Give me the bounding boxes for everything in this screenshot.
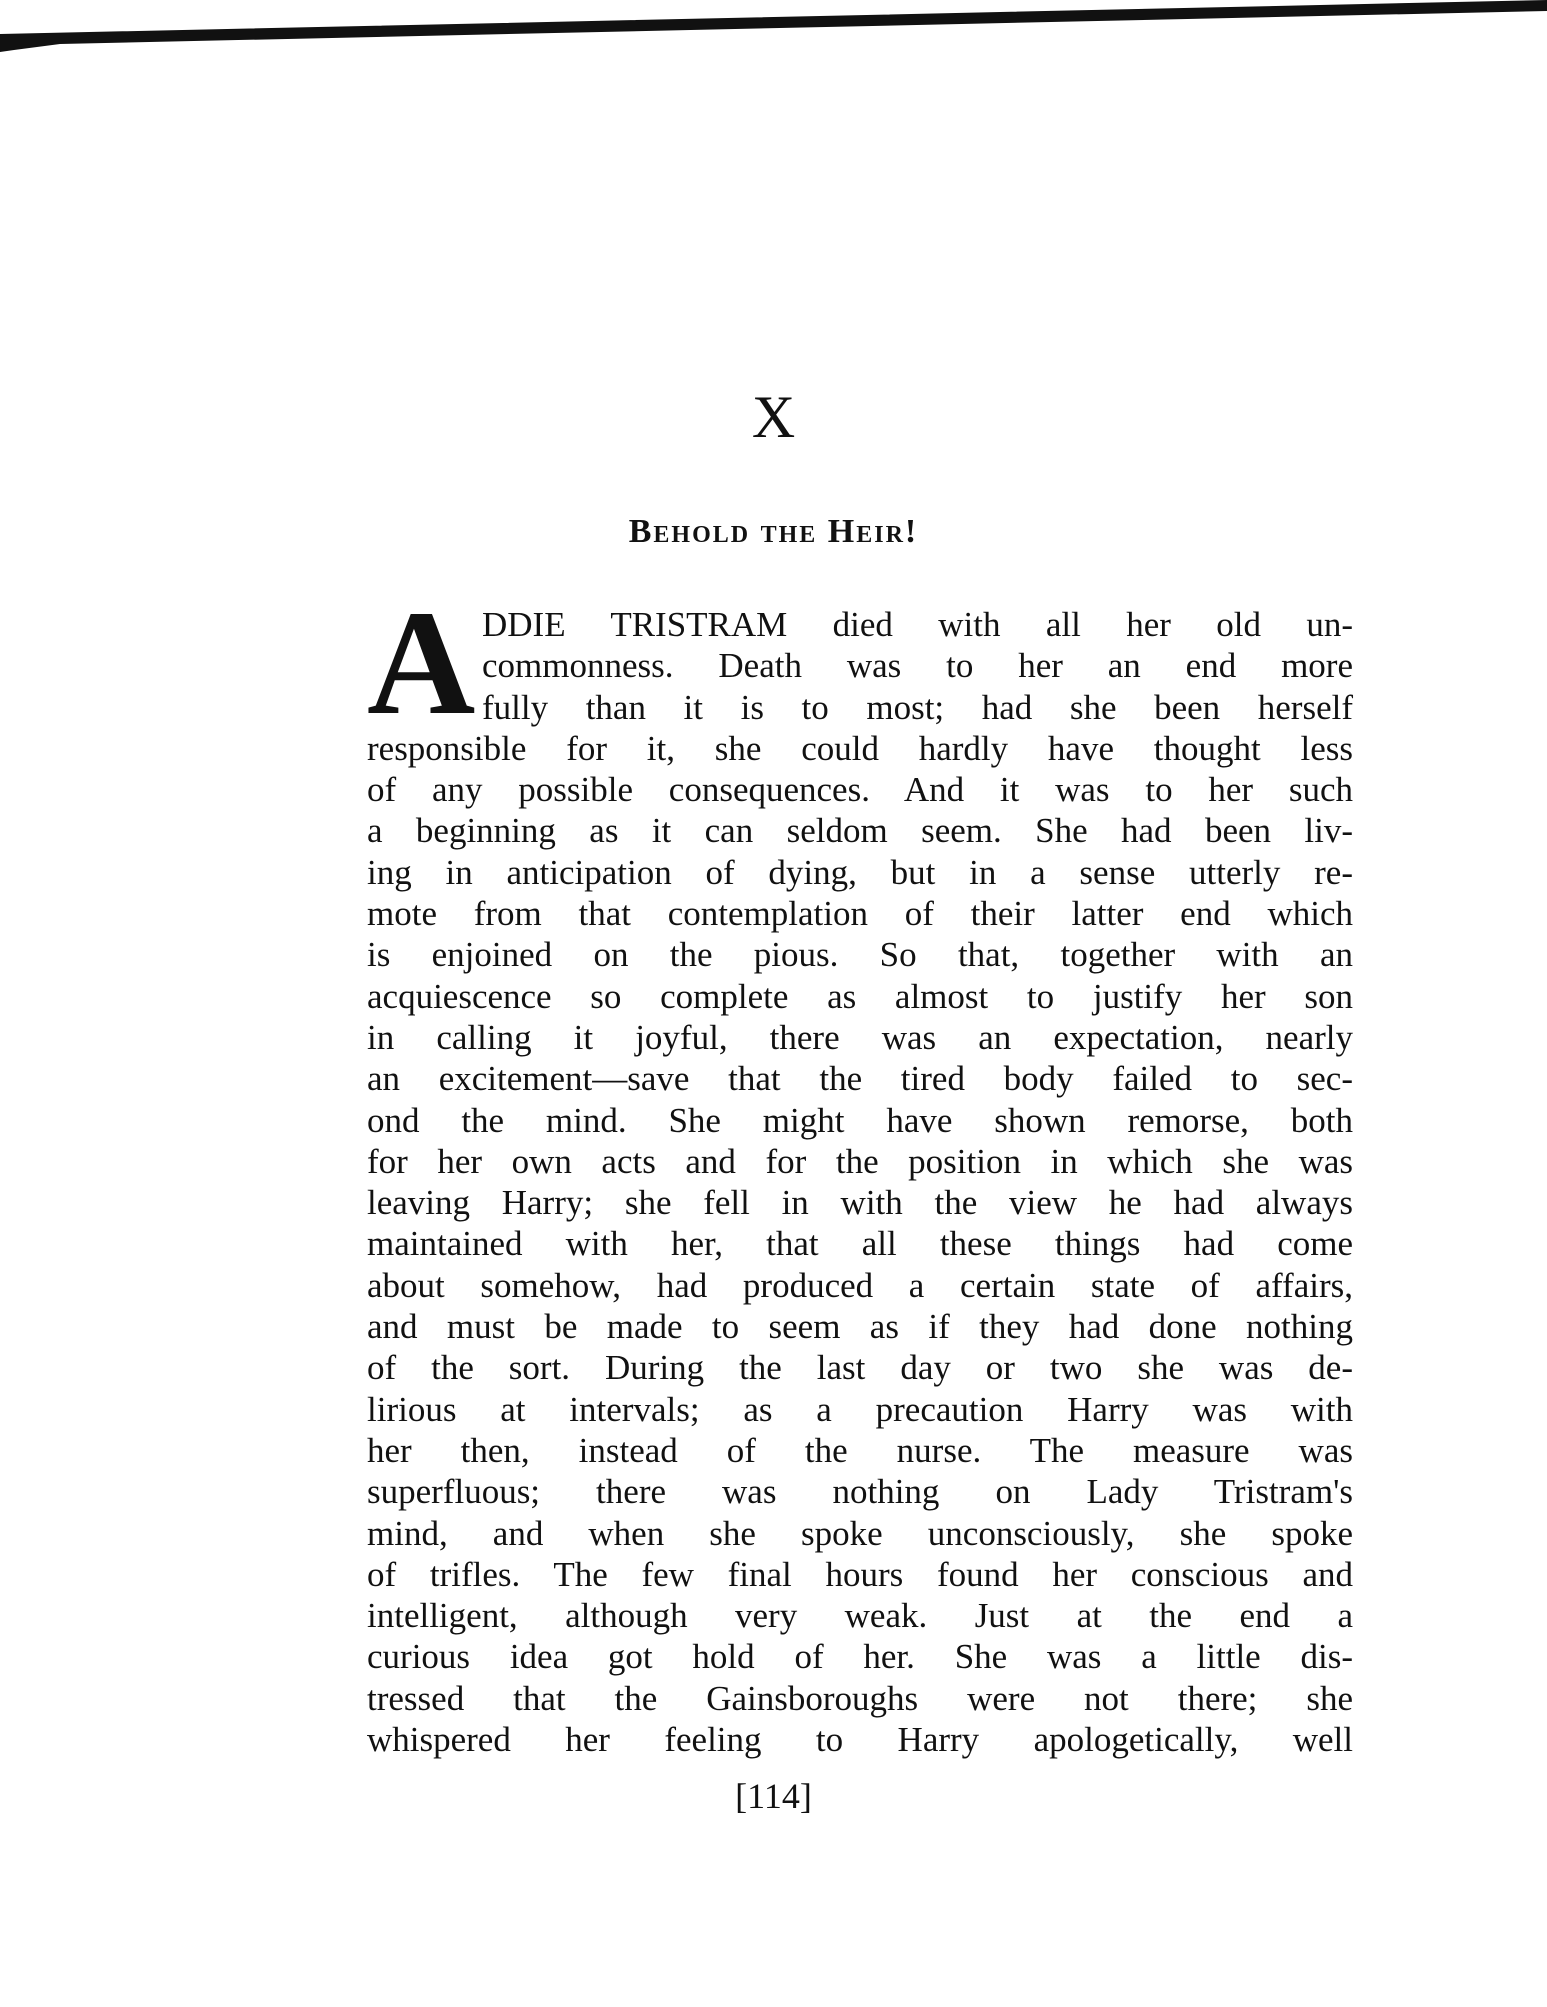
text-line — [367, 1595, 1353, 1636]
text-line — [367, 1513, 1353, 1554]
text-line — [367, 852, 1353, 893]
text-line-content: of any possible consequences. And it was to her such — [367, 770, 1353, 810]
text-line — [367, 728, 1353, 769]
text-line — [482, 645, 1353, 686]
text-line-content: tressed that the Gainsboroughs were not there; she — [367, 1678, 1353, 1718]
text-line — [367, 1017, 1353, 1058]
text-line — [367, 1223, 1353, 1264]
text-line — [367, 1347, 1353, 1388]
text-line-content: ing in anticipation of dying, but in a sense utterly re- — [367, 852, 1353, 892]
text-line — [367, 934, 1353, 975]
text-line-content: commonness. Death was to her an end more — [482, 646, 1353, 686]
text-line-content: of the sort. During the last day or two she was de- — [367, 1348, 1353, 1388]
text-line — [367, 810, 1353, 851]
text-line-content: responsible for it, she could hardly have thought less — [367, 728, 1353, 768]
text-line-content: acquiescence so complete as almost to justify her son — [367, 976, 1353, 1016]
text-line — [367, 1678, 1353, 1719]
text-line — [367, 1182, 1353, 1223]
text-line — [367, 1471, 1353, 1512]
text-line-content: and must be made to seem as if they had done nothing — [367, 1307, 1353, 1347]
chapter-title: Behold the Heir! — [628, 513, 919, 550]
text-line — [367, 1636, 1353, 1677]
text-line-content: of trifles. The few final hours found her conscious and — [367, 1554, 1353, 1594]
text-line — [367, 1058, 1353, 1099]
text-line-content: maintained with her, that all these things had come — [367, 1224, 1353, 1264]
text-line-content: mote from that contemplation of their latter end which — [367, 894, 1353, 934]
text-line-content: fully than it is to most; had she been herself — [482, 687, 1353, 727]
text-line-content: whispered her feeling to Harry apologetically, well — [367, 1720, 1353, 1760]
text-line-content: in calling it joyful, there was an expectation, nearly — [367, 1017, 1353, 1057]
text-line — [367, 1430, 1353, 1471]
text-line-content: leaving Harry; she fell in with the view he had always — [367, 1183, 1353, 1223]
text-line-content: intelligent, although very weak. Just at the end a — [367, 1596, 1353, 1636]
text-line-content: lirious at intervals; as a precaution Harry was with — [367, 1389, 1353, 1429]
chapter-number: X — [751, 384, 796, 450]
text-line — [367, 769, 1353, 810]
body-text — [367, 604, 1353, 1760]
page-number: [114] — [735, 1776, 812, 1816]
drop-cap: A — [367, 580, 476, 746]
scan-edge-shadow — [0, 0, 1547, 60]
text-line-content: her then, instead of the nurse. The measure was — [367, 1430, 1353, 1470]
text-line — [367, 1719, 1353, 1760]
text-line-content: for her own acts and for the position in which she was — [367, 1141, 1353, 1181]
text-line — [367, 1306, 1353, 1347]
text-line-content: about somehow, had produced a certain state of affairs, — [367, 1265, 1353, 1305]
text-line-content: ond the mind. She might have shown remorse, both — [367, 1100, 1353, 1140]
text-line — [482, 604, 1353, 645]
text-line-content: a beginning as it can seldom seem. She had been liv- — [367, 811, 1353, 851]
text-line — [367, 1554, 1353, 1595]
text-line — [367, 1389, 1353, 1430]
text-line-content: mind, and when she spoke unconsciously, she spoke — [367, 1513, 1353, 1553]
text-line-content: superfluous; there was nothing on Lady Tristram's — [367, 1472, 1353, 1512]
text-line-content: curious idea got hold of her. She was a little dis- — [367, 1637, 1353, 1677]
text-line — [367, 893, 1353, 934]
text-line-content: an excitement—save that the tired body failed to sec- — [367, 1059, 1353, 1099]
text-line — [367, 1141, 1353, 1182]
text-line-content: is enjoined on the pious. So that, together with an — [367, 935, 1353, 975]
text-line — [482, 687, 1353, 728]
text-line-content: DDIE TRISTRAM died with all her old un- — [482, 605, 1353, 644]
text-line — [367, 1265, 1353, 1306]
text-line — [367, 976, 1353, 1017]
text-line — [367, 1100, 1353, 1141]
